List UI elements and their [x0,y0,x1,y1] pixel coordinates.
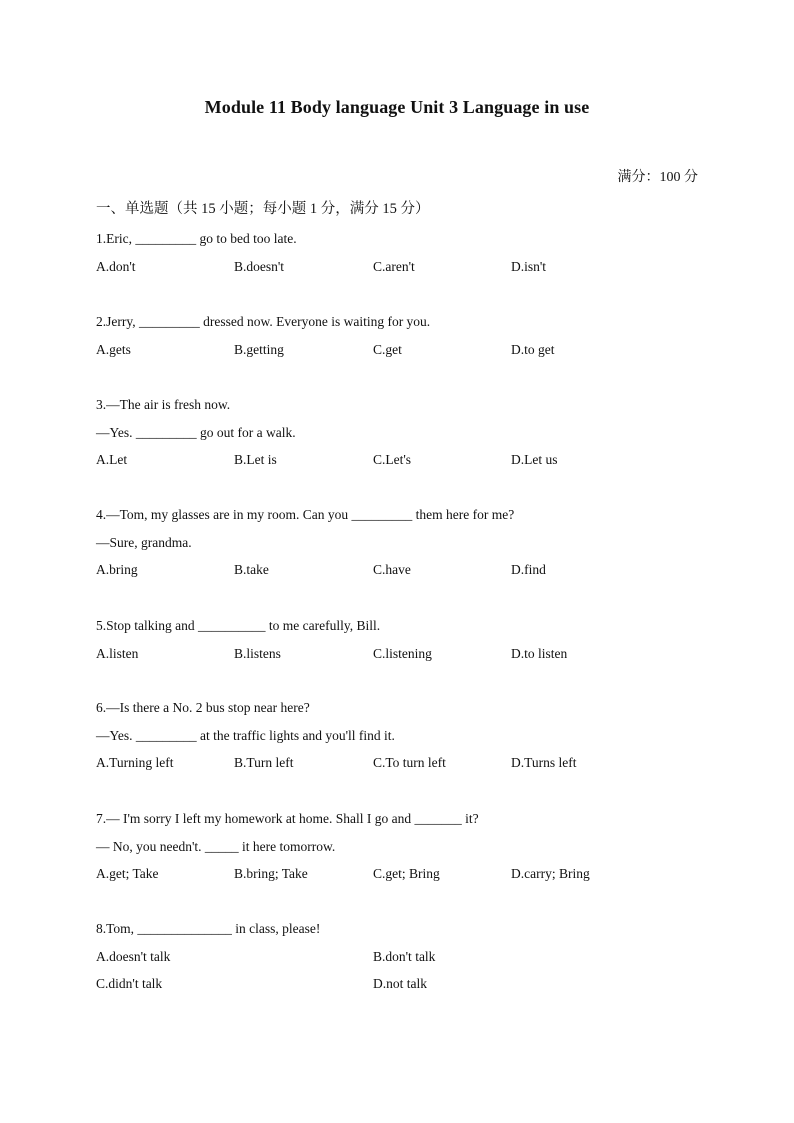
options-row [96,753,706,781]
full-score-label: 满分：100 分 [617,170,698,185]
option-c: C.didn't talk [96,976,163,991]
question-text: 2.Jerry, _________ dressed now. Everyone is waiting for you. [96,314,431,329]
option-b: B.take [234,562,269,577]
option-a: A.doesn't talk [96,948,171,964]
question-text: 8.Tom, ______________ in class, please! [96,921,321,936]
option-b: B.getting [234,341,284,357]
question-response-line: —Yes. _________ go out for a walk. [96,424,296,440]
option-a: A.Let [96,452,128,467]
option-a: A.Turning left [96,755,174,770]
question-text: 3.—The air is fresh now. [96,397,231,412]
question-text: 5.Stop talking and __________ to me carefully, Bill. [96,618,381,633]
option-c: C.have [373,562,411,577]
options-row [96,560,706,588]
option-b: B.Turn left [234,755,294,770]
page-title: Module 11 Body language Unit 3 Language in use [204,97,590,117]
question-4 [96,505,706,588]
option-d: D.Let us [511,452,558,467]
option-c: C.Let's [373,452,412,467]
question-response-line: — No, you needn't. _____ it here tomorrow. [96,838,336,854]
section-heading: 一、单选题（共 15 小题；每小题 1 分，满分 15 分） [96,201,430,217]
options-row [96,450,706,478]
option-c: C.listening [373,645,432,661]
options-row [96,644,706,672]
option-d: D.find [511,562,546,577]
question-1 [96,229,706,284]
option-a: A.listen [96,645,139,661]
option-c: C.aren't [373,258,415,274]
option-b: B.Let is [234,452,277,467]
options-row [96,340,706,368]
question-text: 6.—Is there a No. 2 bus stop near here? [96,700,310,715]
question-response-line: —Yes. _________ at the traffic lights and you'll find it. [96,727,395,743]
question-response-line: —Sure, grandma. [96,534,192,550]
option-b: B.bring; Take [234,866,308,881]
option-d: D.Turns left [511,755,577,770]
option-c: C.To turn left [373,755,446,770]
option-d: D.to listen [511,645,568,661]
option-b: B.doesn't [234,258,285,274]
question-text: 4.—Tom, my glasses are in my room. Can you _________ them here for me? [96,507,515,522]
question-8 [96,919,706,1002]
option-c: C.get [373,341,402,357]
options-row [96,974,706,1002]
option-c: C.get; Bring [373,866,440,881]
option-b: B.don't talk [373,948,436,964]
question-text: 7.— I'm sorry I left my homework at home. Shall I go and _______ it? [96,811,479,826]
option-a: A.don't [96,258,136,274]
question-2 [96,312,706,367]
question-6 [96,698,706,781]
options-row [96,947,706,975]
options-row [96,864,706,892]
question-7 [96,809,706,892]
question-5 [96,616,706,671]
question-text: 1.Eric, _________ go to bed too late. [96,231,297,246]
option-a: A.bring [96,562,138,577]
option-d: D.carry; Bring [511,866,590,881]
option-b: B.listens [234,645,281,661]
question-3 [96,395,706,478]
option-d: D.not talk [373,976,427,991]
option-a: A.get; Take [96,866,159,881]
option-d: D.to get [511,341,555,357]
options-row [96,257,706,285]
option-a: A.gets [96,341,131,357]
option-d: D.isn't [511,258,547,274]
